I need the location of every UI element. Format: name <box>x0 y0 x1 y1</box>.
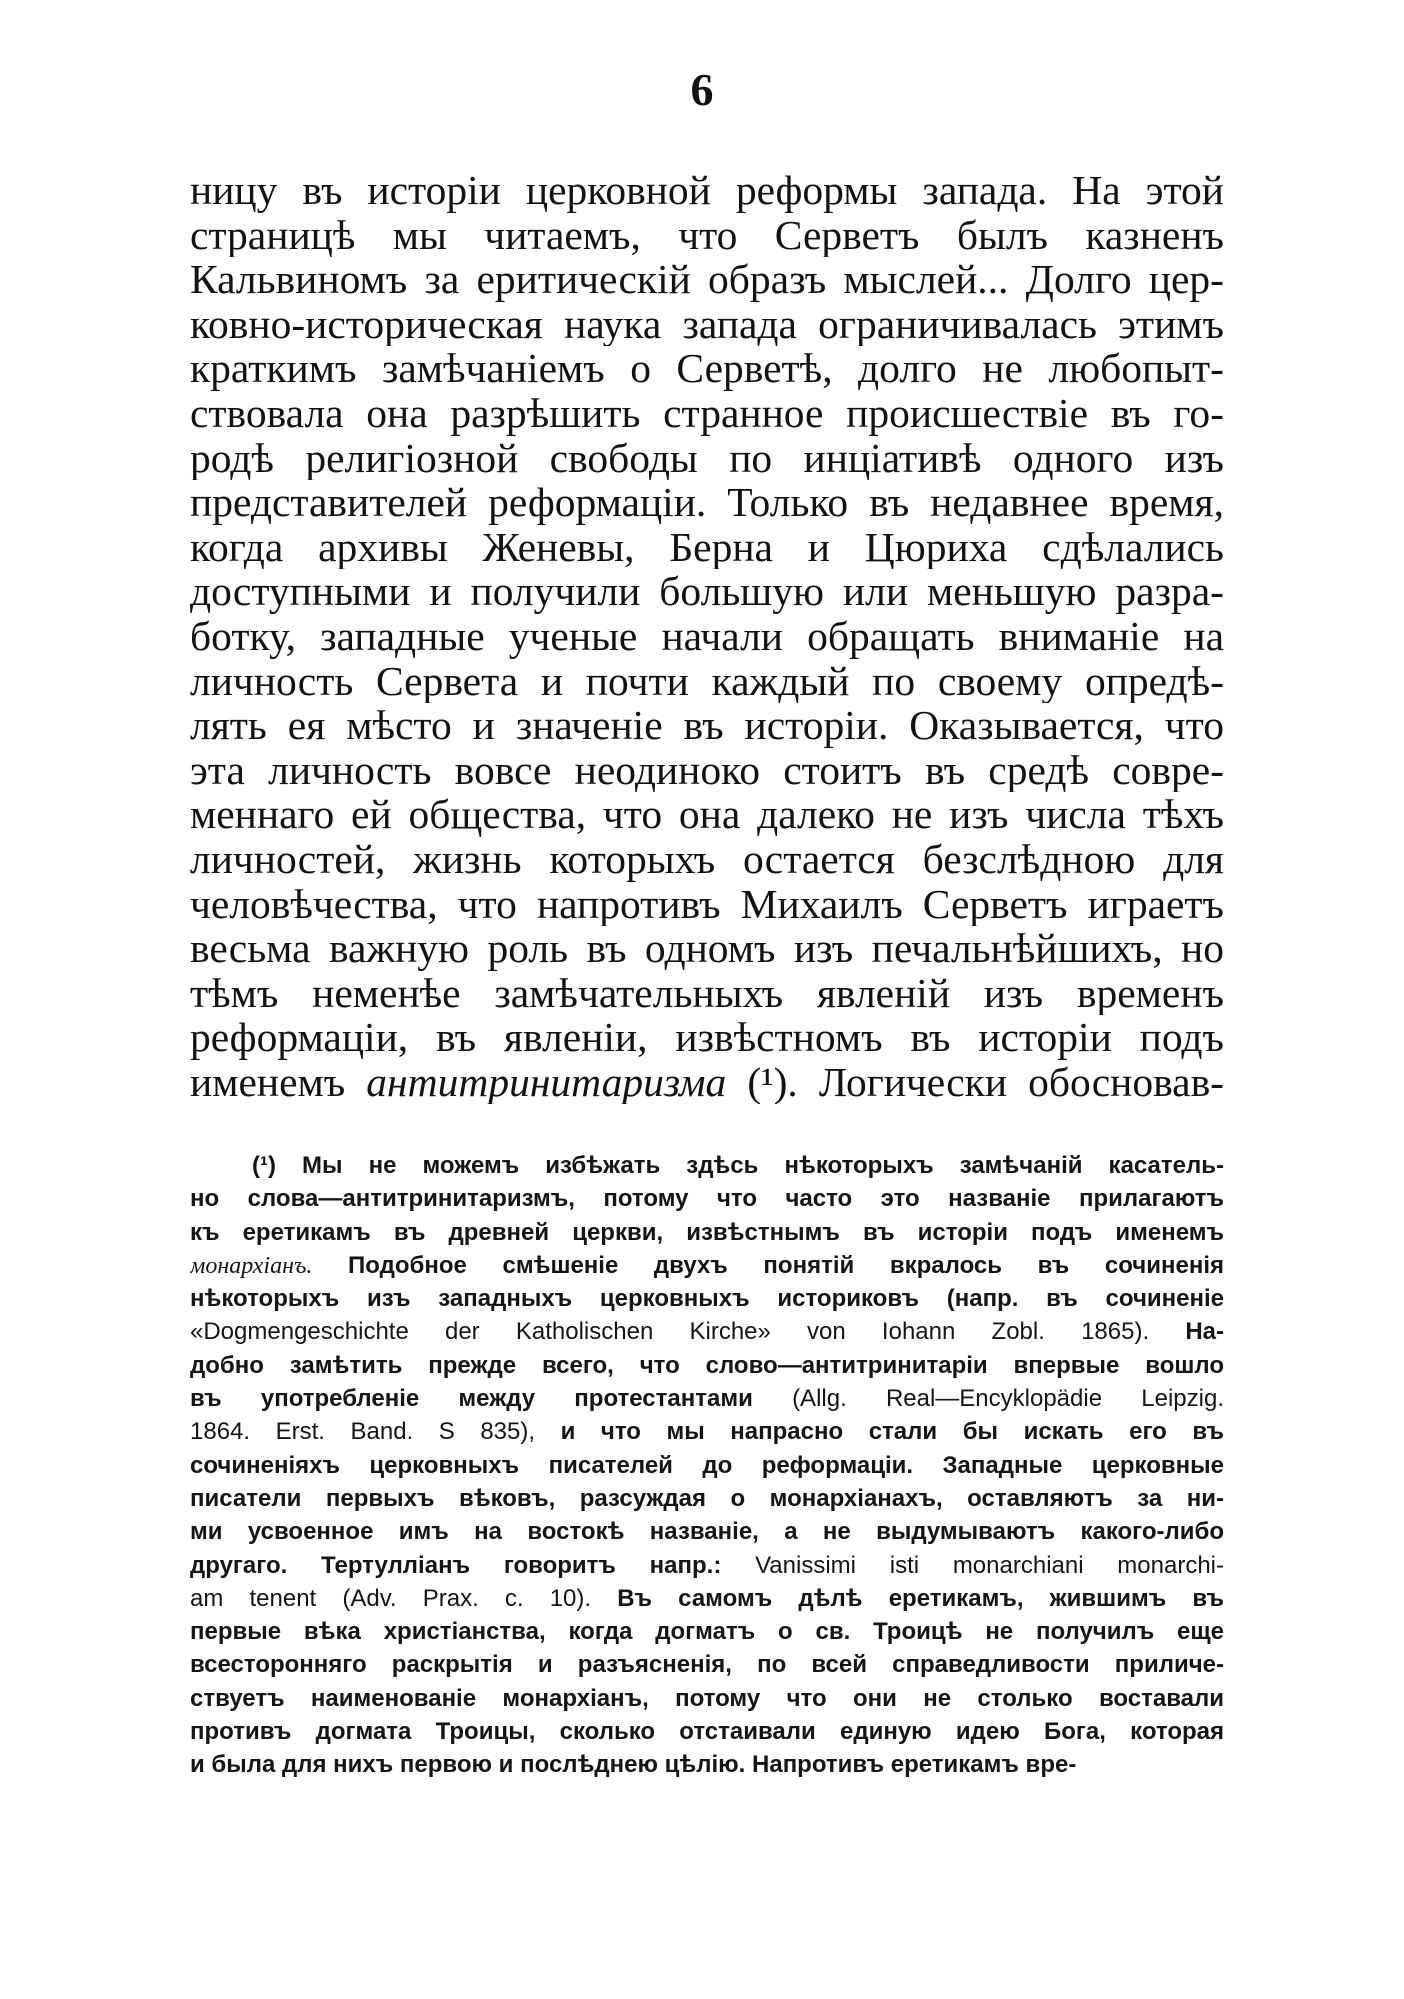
footnote-line: но слова—антитринитаризмъ, потому что часто это названіе прилагаютъ <box>190 1185 1224 1213</box>
footnote-line <box>190 1582 1224 1615</box>
latin-citation: am tenent (Adv. Prax. c. 10). <box>190 1584 592 1612</box>
main-text-line: человѣчества, что напротивъ Михаилъ Серветъ играетъ <box>190 881 1224 927</box>
main-text-fragment: именемъ <box>190 1059 367 1105</box>
footnote-line: сочиненіяхъ церковныхъ писателей до реформаціи. Западные церковные <box>190 1451 1224 1479</box>
main-text-line: представителей реформаціи. Только въ недавнее время, <box>190 480 1224 525</box>
footnote-line: первые вѣка христіанства, когда догматъ о св. Троицѣ не получилъ еще <box>190 1618 1224 1646</box>
latin-citation: «Dogmengeschichte der Katholischen Kirche» von Iohann Zobl. 1865). <box>190 1318 1150 1346</box>
footnote-line <box>190 1315 1224 1348</box>
main-text-line: эта личность вовсе неодиноко стоитъ въ средѣ совре- <box>190 747 1224 793</box>
footnote-fragment: въ употребленіе между протестантами <box>190 1385 793 1413</box>
footnote-fragment: другаго. Тертулліанъ говоритъ напр.: <box>190 1551 756 1579</box>
footnote-fragment: Подобное смѣшеніе двухъ понятій вкралось въ сочиненія <box>312 1251 1224 1279</box>
footnote-line: и была для нихъ первою и послѣднею цѣлію. Напротивъ еретикамъ вре- <box>190 1751 1077 1779</box>
footnote-line: писатели первыхъ вѣковъ, разсуждая о монархіанахъ, оставляютъ за ни- <box>190 1484 1224 1512</box>
latin-citation: Vanissimi isti monarchiani monarchi- <box>755 1551 1224 1579</box>
footnote-fragment: и что мы напрасно стали бы искать его въ <box>535 1418 1224 1446</box>
footnote-line <box>190 1415 1224 1448</box>
footnote-line: нѣкоторыхъ изъ западныхъ церковныхъ историковъ (напр. въ сочиненіе <box>190 1285 1224 1313</box>
main-text-line: ницу въ исторіи церковной реформы запада. На этой <box>190 168 1224 213</box>
footnote-line <box>190 1549 1224 1582</box>
footnote-fragment: На- <box>1149 1318 1224 1346</box>
main-text-line: лять ея мѣсто и значеніе въ исторіи. Оказывается, что <box>190 703 1224 748</box>
main-text-line: весьма важную роль въ одномъ изъ печальнѣйшихъ, но <box>190 926 1224 971</box>
main-text-line: Кальвиномъ за еритическій образъ мыслей... Долго цер- <box>190 257 1224 302</box>
main-text-line: ботку, западные ученые начали обращать вниманіе на <box>190 613 1224 659</box>
main-text-line: личность Сервета и почти каждый по своему опредѣ- <box>190 658 1224 704</box>
main-text-line: тѣмъ неменѣе замѣчательныхъ явленій изъ временъ <box>190 970 1224 1016</box>
italic-term-monarchians: монархіанъ. <box>190 1252 313 1279</box>
footnote-line: ми усвоенное имъ на востокѣ названіе, а не выдумываютъ какого-либо <box>190 1518 1224 1546</box>
footnote-line: добно замѣтить прежде всего, что слово—антитринитаріи впервые вошло <box>190 1351 1224 1379</box>
main-text-line: родѣ религіозной свободы по инціативѣ одного изъ <box>190 435 1224 481</box>
latin-citation: (Allg. Real—Encyklopädie Leipzig. <box>792 1385 1224 1413</box>
main-text-line: страницѣ мы читаемъ, что Серветъ былъ казненъ <box>190 212 1224 258</box>
footnote-line: всесторонняго раскрытія и разъясненія, по всей справедливости приличе- <box>190 1651 1224 1679</box>
main-text-line: ствовала она разрѣшить странное происшествіе въ го- <box>190 390 1224 436</box>
footnote-line <box>190 1382 1224 1415</box>
main-text-line: меннаго ей общества, что она далеко не изъ числа тѣхъ <box>190 792 1224 837</box>
footnote-fragment: Въ самомъ дѣлѣ еретикамъ, жившимъ въ <box>591 1584 1224 1612</box>
main-text-line: личностей, жизнь которыхъ остается безслѣдною для <box>190 836 1224 882</box>
footnote-line: къ еретикамъ въ древней церкви, извѣстнымъ въ исторіи подъ именемъ <box>190 1218 1224 1246</box>
main-text-line: краткимъ замѣчаніемъ о Серветѣ, долго не любопыт- <box>190 346 1224 391</box>
footnote-line: противъ догмата Троицы, сколько отстаивали единую идею Бога, которая <box>190 1718 1224 1746</box>
main-text-fragment: (¹). Логически обосновав- <box>726 1059 1224 1105</box>
footnote <box>190 1149 1224 1782</box>
footnote-line: (¹) Мы не можемъ избѣжать здѣсь нѣкоторыхъ замѣчаній касатель- <box>252 1152 1224 1179</box>
footnote-line: ствуетъ наименованіе монархіанъ, потому что они не столько воставали <box>190 1684 1224 1712</box>
main-text-body <box>190 168 1224 1104</box>
main-text-line: доступными и получили большую или меньшую разра- <box>190 569 1224 614</box>
main-text-line: реформаціи, въ явленіи, извѣстномъ въ исторіи подъ <box>190 1015 1224 1060</box>
footnote-line <box>190 1249 1224 1282</box>
main-text-line: когда архивы Женевы, Берна и Цюриха сдѣлались <box>190 524 1224 570</box>
latin-citation: 1864. Erst. Band. S 835), <box>190 1418 536 1446</box>
main-text-line: ковно-историческая наука запада ограничивалась этимъ <box>190 301 1224 347</box>
page-number: 6 <box>690 64 714 115</box>
main-text-last-line <box>190 1060 1224 1105</box>
italic-term-antitrinitarianism: антитринитаризма <box>366 1059 727 1105</box>
